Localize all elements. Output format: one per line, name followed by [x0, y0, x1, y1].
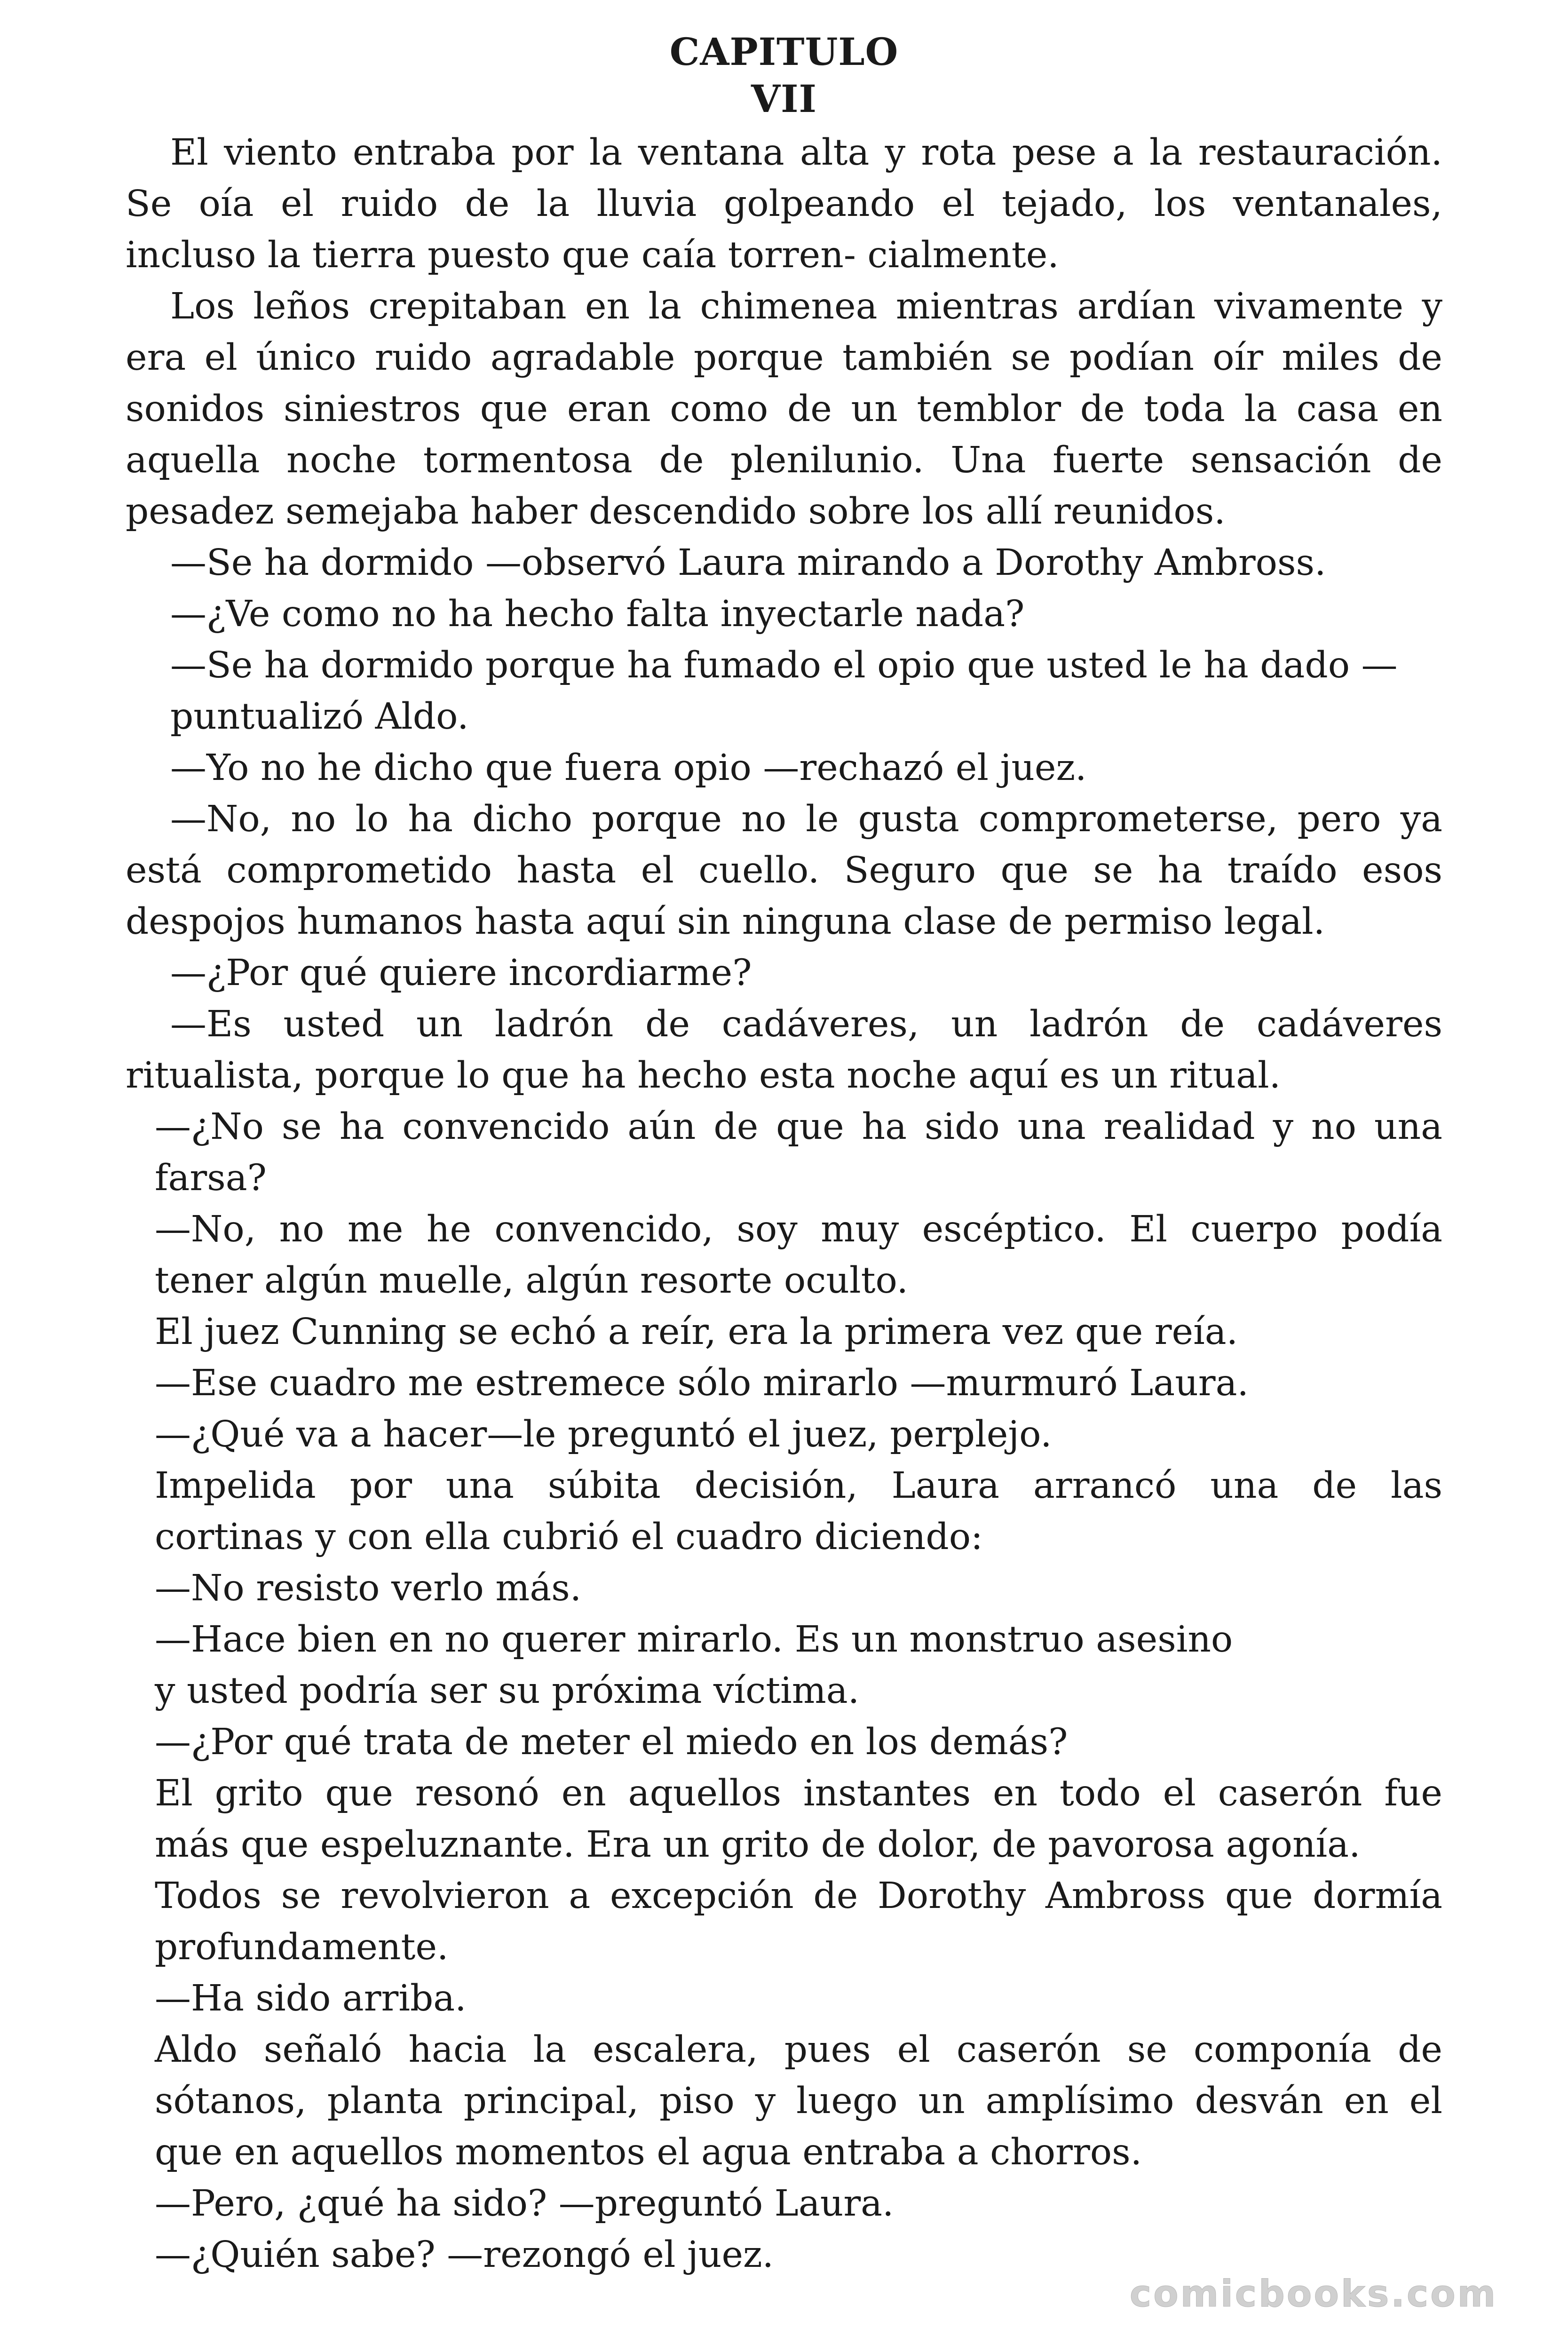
text-line: que en aquellos momentos el agua entraba a chorros. [155, 2131, 1142, 2173]
text-line: ritualista, porque lo que ha hecho esta noche aquí es un ritual. [126, 1055, 1281, 1097]
text-line: —Ese cuadro me estremece sólo mirarlo —murmuró Laura. [155, 1362, 1249, 1404]
text-line: farsa? [155, 1157, 267, 1199]
text-line: —¿Quién sabe? —rezongó el juez. [155, 2234, 774, 2276]
text-line: El juez Cunning se echó a reír, era la primera vez que reía. [155, 1311, 1238, 1353]
text-line: El grito que resonó en aquellos instantes en todo el caserón fue [155, 1772, 1442, 1814]
chapter-number: VII [751, 77, 817, 121]
text-line: —Pero, ¿qué ha sido? —preguntó Laura. [155, 2183, 894, 2225]
text-line: está comprometido hasta el cuello. Seguro que se ha traído esos [126, 850, 1442, 891]
text-line: tener algún muelle, algún resorte oculto. [155, 1260, 909, 1302]
text-line: —Hace bien en no querer mirarlo. Es un monstruo asesino [155, 1619, 1233, 1661]
text-line: —¿Por qué trata de meter el miedo en los demás? [155, 1721, 1068, 1763]
text-line: Todos se revolvieron a excepción de Dorothy Ambross que dormía [155, 1875, 1442, 1917]
text-line: era el único ruido agradable porque también se podían oír miles de [126, 337, 1442, 379]
text-line: —Se ha dormido porque ha fumado el opio que usted le ha dado — [170, 644, 1398, 686]
text-line: incluso la tierra puesto que caía torren- cialmente. [126, 234, 1059, 276]
text-line: —¿Por qué quiere incordiarme? [170, 952, 752, 994]
text-line: —Yo no he dicho que fuera opio —rechazó el juez. [170, 747, 1087, 789]
text-line: Se oía el ruido de la lluvia golpeando el tejado, los ventanales, [126, 183, 1442, 225]
text-line: aquella noche tormentosa de plenilunio. Una fuerte sensación de [126, 439, 1442, 481]
chapter-title: CAPITULO [669, 30, 899, 74]
text-line: despojos humanos hasta aquí sin ninguna clase de permiso legal. [126, 901, 1325, 943]
text-line: sótanos, planta principal, piso y luego un amplísimo desván en el [155, 2080, 1442, 2122]
text-line: —No resisto verlo más. [155, 1567, 582, 1609]
text-line: —Es usted un ladrón de cadáveres, un ladrón de cadáveres [170, 1003, 1442, 1045]
text-line: —¿Qué va a hacer—le preguntó el juez, perplejo. [155, 1414, 1052, 1455]
text-line: y usted podría ser su próxima víctima. [155, 1670, 860, 1712]
body-text [126, 127, 1442, 2280]
text-line: —¿Ve como no ha hecho falta inyectarle nada? [170, 593, 1025, 635]
text-line: pesadez semejaba haber descendido sobre los allí reunidos. [126, 491, 1226, 532]
text-line: —¿No se ha convencido aún de que ha sido una realidad y no una [155, 1106, 1442, 1148]
site-watermark: comicbooks.com [1129, 2273, 1497, 2315]
text-line: Aldo señaló hacia la escalera, pues el caserón se componía de [155, 2029, 1442, 2071]
text-line: —Ha sido arriba. [155, 1978, 467, 2019]
text-line: más que espeluznante. Era un grito de dolor, de pavorosa agonía. [155, 1824, 1361, 1866]
text-line: puntualizó Aldo. [170, 696, 469, 738]
text-line: sonidos siniestros que eran como de un temblor de toda la casa en [126, 388, 1442, 430]
text-line: Impelida por una súbita decisión, Laura arrancó una de las [155, 1465, 1442, 1507]
text-line: El viento entraba por la ventana alta y rota pese a la restauración. [170, 132, 1442, 174]
text-line: —No, no lo ha dicho porque no le gusta comprometerse, pero ya [170, 798, 1442, 840]
text-line: Los leños crepitaban en la chimenea mientras ardían vivamente y [170, 286, 1442, 327]
text-line: —No, no me he convencido, soy muy escéptico. El cuerpo podía [155, 1208, 1442, 1250]
text-line: —Se ha dormido —observó Laura mirando a Dorothy Ambross. [170, 542, 1326, 584]
text-line: profundamente. [155, 1926, 449, 1968]
text-line: cortinas y con ella cubrió el cuadro diciendo: [155, 1516, 983, 1558]
